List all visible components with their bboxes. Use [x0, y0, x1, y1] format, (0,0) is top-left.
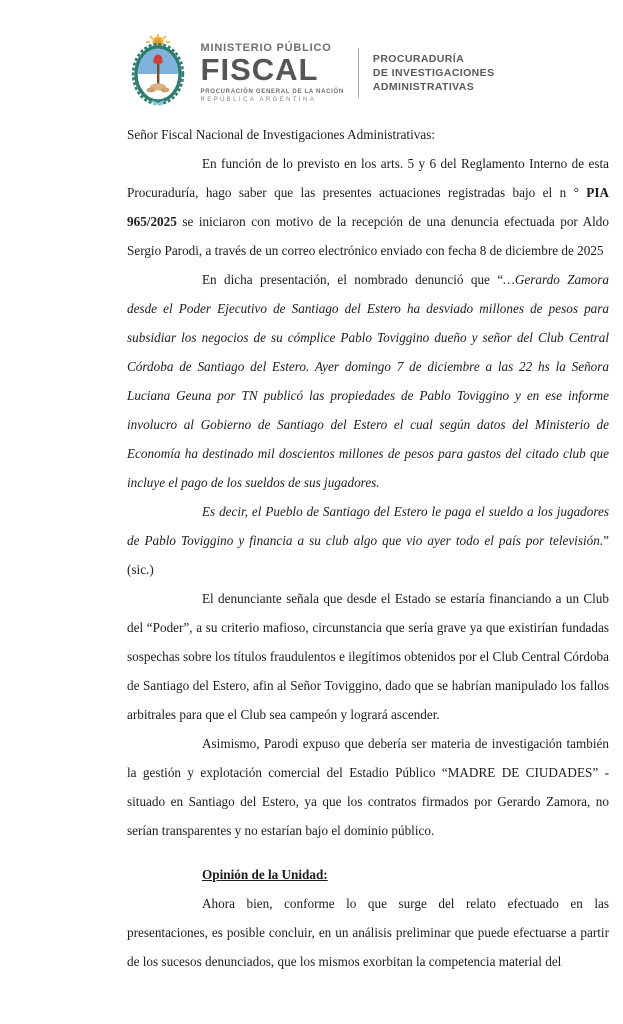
text-run: Asimismo, Parodi expuso que debería ser materia de investigación también la gestión y explotación comercial del Estadio Público “MADRE DE CIUDADES” -situado en Santiago del Estero, ya que los contratos firmados por Gerardo Zamora, no serían transparentes y no estarían bajo el dominio público. [127, 736, 609, 838]
logo-divider [358, 48, 359, 98]
salutation: Señor Fiscal Nacional de Investigaciones Administrativas: [127, 127, 436, 142]
text-run: Opinión de la Unidad: [202, 867, 328, 882]
paragraph [127, 889, 609, 976]
text-run: En función de lo previsto en los arts. 5 y 6 del Reglamento Interno de esta Procuraduría, hago saber que las presentes actuaciones registradas bajo el n ° [127, 156, 609, 200]
letterhead [0, 34, 623, 111]
section-heading [127, 860, 609, 889]
text-run: El denunciante señala que desde el Estado se estaría financiando a un Club del “Poder”, a su criterio mafioso, circunstancia que sería grave ya que existirían fundadas sospechas sobre los títulos fraudulentos e ilegítimos obtenidos por el Club Central Córdoba de Santiago del Estero, afin al Señor Toviggino, dado que se habrían manipulado los fallos arbitrales para que el Club sea campeón y logrará ascender. [127, 591, 610, 722]
document-body [127, 120, 609, 976]
paragraph [127, 584, 609, 729]
paragraphs [127, 149, 609, 976]
logo-agency-line1: PROCURADURÍA [372, 52, 465, 65]
logo-subline-procuracion: PROCURACIÓN GENERAL DE LA NACIÓN [200, 88, 344, 95]
text-run: …Gerardo Zamora desde el Poder Ejecutivo de Santiago del Estero ha desviado millones de pesos para subsidiar los negocios de su cómplice Pablo Toviggino dueño y señor del Club Central Córdoba de Santiago del Estero. Ayer domingo 7 de diciembre a las 22 hs la Señora Luciana Geuna por TN publicó las propiedades de Pablo Toviggino y en ese informe involucro al Gobierno de Santiago del Estero el cual según datos del Ministerio de Economía ha destinado mil doscientos millones de pesos para gastos del citado club que incluye el pago de los sueldos de sus jugadores. [127, 272, 609, 490]
logo-agency-line3: ADMINISTRATIVAS [372, 80, 475, 93]
text-run: Ahora bien, conforme lo que surge del relato efectuado en las presentaciones, es posible concluir, en un análisis preliminar que puede efectuarse a partir de los sucesos denunciados, que los mismos exorbitan la competencia material del [127, 896, 609, 969]
logo-subline-republica: REPÚBLICA ARGENTINA [200, 96, 317, 103]
text-run: ” (sic.) [127, 533, 609, 577]
logo-ministry-line: MINISTERIO PÚBLICO [200, 42, 332, 55]
text-run: Es decir, el Pueblo de Santiago del Estero le paga el sueldo a los jugadores de Pablo Toviggino y financia a su club algo que vio ayer todo el país por televisión. [127, 504, 609, 548]
argentina-coat-of-arms-icon [129, 34, 187, 111]
logo-agency-line2: DE INVESTIGACIONES [372, 66, 495, 79]
text-run: PIA 965/2025 [127, 185, 609, 229]
text-run: se iniciaron con motivo de la recepción de una denuncia efectuada por Aldo Sergio Parodi, a través de un correo electrónico enviado con fecha 8 de diciembre de 2025 [127, 214, 609, 258]
paragraph [127, 149, 609, 265]
paragraph [127, 497, 609, 584]
paragraph [127, 265, 609, 497]
logo-text-block [201, 42, 344, 103]
logo-agency-block [373, 52, 495, 94]
logo-fiscal-wordmark: FISCAL [200, 52, 319, 88]
paragraph [127, 729, 609, 845]
text-run: En dicha presentación, el nombrado denunció que “ [202, 272, 504, 287]
